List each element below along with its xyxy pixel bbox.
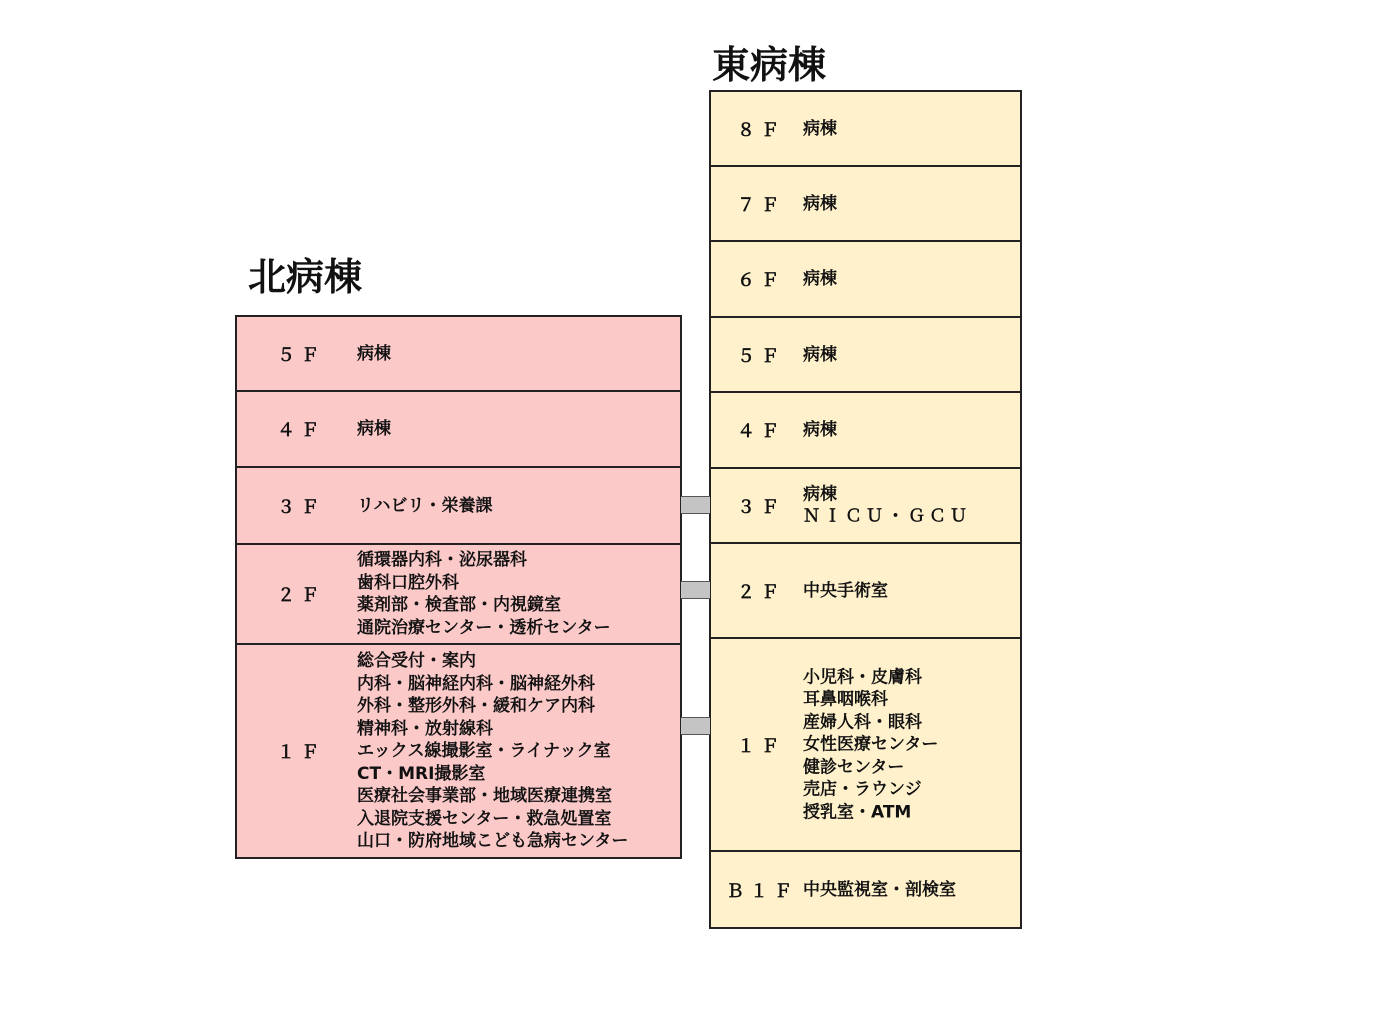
connecting-bridge-1f [681, 717, 710, 735]
east-floor-row [709, 391, 1022, 469]
east-floor-row [709, 467, 1022, 544]
floor-departments [803, 192, 837, 215]
floor-label: Ｂ１Ｆ [726, 880, 798, 902]
floor-departments [803, 666, 938, 824]
department-line: 耳鼻咽喉科 [803, 689, 888, 710]
floor-label: ３Ｆ [277, 496, 325, 518]
department-line: 女性医療センター [803, 734, 939, 755]
east-floor-row [709, 90, 1022, 167]
north-building-title: 北病棟 [248, 255, 363, 299]
floor-departments [357, 418, 391, 441]
department-line: 歯科口腔外科 [357, 572, 459, 593]
floor-label: １Ｆ [277, 742, 325, 763]
floor-label: ７Ｆ [737, 194, 785, 216]
department-line: 通院治療センター・透析センター [357, 617, 611, 638]
floor-label: １Ｆ [737, 735, 785, 757]
department-line: 循環器内科・泌尿器科 [357, 550, 527, 570]
floor-departments [357, 342, 391, 365]
connecting-bridge-2f [681, 581, 710, 599]
department-line: 病棟 [803, 344, 837, 365]
department-line: 病棟 [357, 343, 391, 364]
north-floor-row [235, 643, 682, 859]
floor-label: ５Ｆ [277, 344, 325, 366]
department-line: 山口・防府地域こども急病センター [357, 830, 629, 851]
east-floor-row [709, 637, 1022, 852]
department-line: 病棟 [803, 419, 837, 440]
floor-label: ８Ｆ [737, 119, 785, 141]
east-building-title: 東病棟 [712, 43, 827, 87]
department-line: 内科・脳神経内科・脳神経外科 [357, 673, 595, 694]
department-line: 総合受付・案内 [357, 650, 476, 671]
east-floor-row [709, 240, 1022, 318]
floor-departments [803, 419, 837, 442]
north-floor-row [235, 466, 682, 545]
floor-label: ４Ｆ [737, 421, 785, 442]
department-line: 外科・整形外科・緩和ケア内科 [357, 695, 595, 716]
north-floor-row [235, 315, 682, 392]
department-line: 病棟 [803, 118, 837, 139]
department-line: 医療社会事業部・地域医療連携室 [357, 785, 612, 806]
floor-label: ４Ｆ [277, 420, 325, 441]
department-line: 小児科・皮膚科 [803, 666, 922, 687]
floor-departments [803, 343, 837, 366]
east-floor-row [709, 316, 1022, 393]
east-floor-row [709, 165, 1022, 242]
east-building [709, 90, 1022, 929]
floor-label: ５Ｆ [737, 345, 785, 367]
department-line: 病棟 [803, 193, 837, 214]
floor-label: ３Ｆ [737, 496, 785, 518]
floor-departments [357, 650, 628, 853]
north-floor-row [235, 543, 682, 645]
department-line: 精神科・放射線科 [357, 718, 493, 739]
department-line: 健診センター [803, 756, 905, 777]
floor-departments [357, 494, 493, 517]
department-line: 売店・ラウンジ [803, 779, 922, 800]
department-line: 中央手術室 [803, 580, 888, 601]
north-building [235, 315, 682, 859]
department-line: 病棟 [357, 418, 391, 439]
department-line: 中央監視室・剖検室 [803, 879, 956, 900]
floor-departments [357, 549, 611, 639]
floor-departments [803, 117, 837, 140]
east-floor-row [709, 542, 1022, 639]
floor-label: ２Ｆ [277, 585, 325, 606]
department-line: 授乳室・ATM [803, 801, 912, 822]
floor-label: ６Ｆ [737, 270, 785, 291]
floor-departments [803, 579, 888, 602]
floor-label: ２Ｆ [737, 581, 785, 603]
floor-departments [803, 483, 971, 528]
department-line: 病棟 [803, 268, 837, 289]
department-line: リハビリ・栄養課 [357, 495, 493, 516]
department-line: ＮＩＣＵ・ＧＣＵ [803, 506, 971, 527]
floor-departments [803, 878, 956, 901]
connecting-bridge-3f [681, 496, 710, 514]
department-line: CT・MRI撮影室 [357, 763, 486, 784]
department-line: 産婦人科・眼科 [803, 711, 922, 732]
east-floor-row [709, 850, 1022, 929]
department-line: エックス線撮影室・ライナック室 [357, 740, 611, 761]
north-floor-row [235, 390, 682, 468]
department-line: 入退院支援センター・救急処置室 [357, 808, 612, 829]
department-line: 薬剤部・検査部・内視鏡室 [357, 595, 561, 615]
department-line: 病棟 [803, 484, 837, 504]
floor-departments [803, 268, 837, 291]
